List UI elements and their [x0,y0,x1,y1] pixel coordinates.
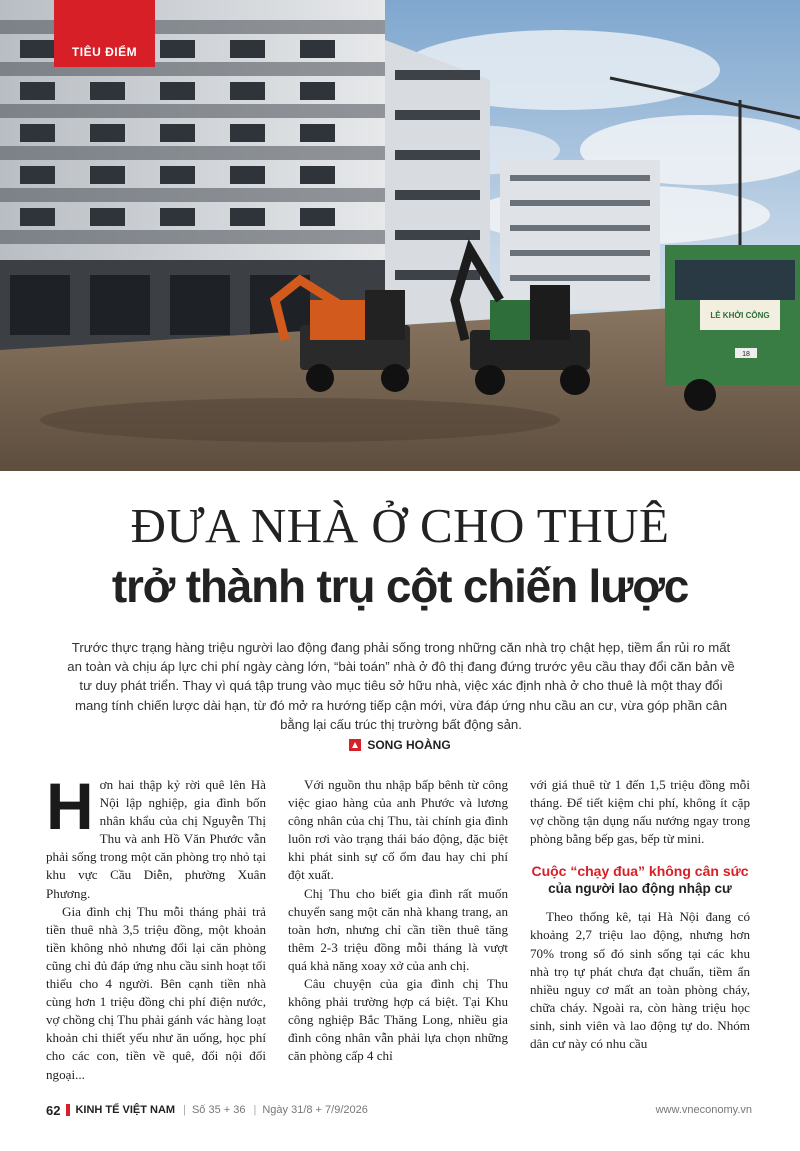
lede-paragraph: Trước thực trạng hàng triệu người lao động đang phải sống trong những căn nhà trọ chật hẹp, tiềm ẩn rủi ro mất an toàn và chịu áp lực chi phí ngày càng lớn, “bài toán” nhà ở đô thị đang đứng trước yêu cầu thay đổi căn bản về tư duy phát triển. Thay vì quá tập trung vào mục tiêu sở hữu nhà, việc xác định nhà ở cho thuê là một thay đổi mang tính chiến lược dài hạn, từ đó mở ra hướng tiếp cận mới, vừa đáp ứng nhu cầu an cư, vừa góp phần cân bằng lại cấu trúc thị trường bất động sản. [67,640,735,732]
body-paragraph: Câu chuyện của gia đình chị Thu không phải trường hợp cá biệt. Tại Khu công nghiệp Bắc Thăng Long, nhiều gia đình công nhân vẫn phải lựa chọn những căn phòng cấp 4 chỉ [288,976,508,1064]
hero-photo [0,0,800,471]
footer-separator: | [183,1104,186,1116]
footer-accent-bar [66,1104,70,1116]
body-paragraph: Hơn hai thập kỷ rời quê lên Hà Nội lập nghiệp, gia đình bốn nhân khẩu của chị Nguyễn Thị Thu và anh Hồ Văn Phước vẫn phải sống trong một căn phòng trọ nhỏ tại khu vực Cầu Diễn, phường Xuân Phương. [46,769,266,901]
footer-separator: | [253,1104,257,1116]
truck-banner-text: LỄ KHỞI CÔNG [710,311,770,320]
section-tag: TIÊU ĐIỂM [54,0,155,67]
headline-line-2: trở thành trụ cột chiến lược [111,560,689,612]
subheading [530,862,750,898]
page-number: 62 [46,1102,61,1118]
page-footer [46,1100,752,1120]
author-icon [349,739,361,751]
website-link[interactable]: www.vneconomy.vn [655,1104,752,1116]
body-paragraph: Với nguồn thu nhập bấp bênh từ công việc giao hàng của anh Phước và lương công nhân của chị Thu, tài chính gia đình luôn rơi vào trạng thái báo động, đặc biệt khi phát sinh sự cố ốm đau hay chi phí đột xuất. [288,777,508,883]
subheading-line-2: của người lao động nhập cư [548,881,732,897]
body-paragraph: Gia đình chị Thu mỗi tháng phải trả tiền thuê nhà 3,5 triệu đồng, một khoản tiền không nhỏ nhưng đổi lại căn phòng cũng chỉ đủ đáp ứng nhu cầu sinh hoạt tối thiểu cho 4 người. Bên cạnh tiền nhà cùng hơn 1 triệu đồng chi phí điện nước, vợ chồng chị Thu phải gánh vác hàng loạt khoản chi thiết yếu như ăn uống, học phí cho các con, tiền về quê, đối nội đối ngoại... [46,903,266,1082]
truck-plate-text: 18 [742,351,750,358]
issue-date: Ngày 31/8 + 7/9/2026 [262,1104,368,1116]
body-paragraph: với giá thuê từ 1 đến 1,5 triệu đồng mỗi tháng. Để tiết kiệm chi phí, không ít cặp vợ chồng tận dụng nấu nướng ngay trong phòng bằng bếp gas, bếp từ mini. [530,777,750,847]
body-column-2 [288,776,508,1066]
body-paragraph: Theo thống kê, tại Hà Nội đang có khoảng 2,7 triệu lao động, nhưng hơn 70% trong số đó sinh sống tại các khu nhà trọ tự phát chưa đạt chuẩn, tiềm ẩn nhiều nguy cơ mất an toàn phòng cháy, chữa cháy. Ngoài ra, còn hàng triệu học sinh, sinh viên và lao động tự do. Nhóm dân cư này có nhu cầu [530,909,750,1052]
body-paragraph: Chị Thu cho biết gia đình rất muốn chuyển sang một căn nhà khang trang, an toàn hơn, nhưng chỉ cần tiền thuê tăng thêm 2-3 triệu đồng mỗi tháng là vượt quá khả năng xoay xở của anh chị. [288,885,508,973]
magazine-name: KINH TẾ VIỆT NAM [75,1104,176,1116]
byline [0,738,800,752]
body-column-1 [46,769,266,1084]
headline-line-1: ĐƯA NHÀ Ở CHO THUÊ [130,498,670,553]
issue-number: Số 35 + 36 [191,1104,246,1116]
construction-site-illustration [0,0,800,471]
subheading-line-1: Cuộc “chạy đua” không cân sức [531,863,749,880]
body-column-3 [530,776,750,1053]
drop-cap: H [46,769,94,843]
author-name: SONG HOÀNG [367,738,451,752]
